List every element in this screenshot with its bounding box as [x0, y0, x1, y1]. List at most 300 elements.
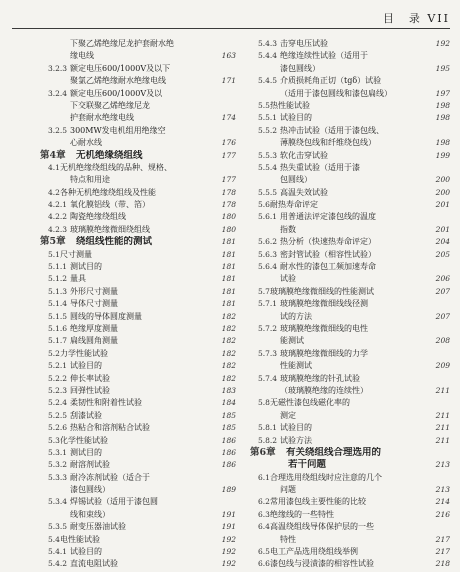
toc-entry-page: 199	[435, 150, 450, 160]
toc-entry-title: 测定	[280, 410, 296, 420]
toc-entry-title: 问题	[280, 485, 296, 495]
toc-entry[interactable]	[40, 360, 236, 372]
toc-entry[interactable]	[40, 298, 236, 310]
toc-entry-page: 182	[221, 311, 236, 321]
toc-entry-number: 5.2.5	[48, 410, 68, 420]
toc-entry-title: 漆包线与浸渍漆的相容性试验	[270, 559, 374, 569]
toc-entry-title: 软化击穿试验	[280, 150, 328, 160]
toc-entry[interactable]	[40, 286, 236, 298]
toc-entry[interactable]	[250, 472, 450, 484]
toc-entry-number: 5.6.3	[258, 249, 278, 259]
toc-entry-title: 热粘合和溶剂粘合试验	[70, 423, 150, 433]
toc-entry-page: 177	[221, 150, 236, 160]
toc-entry-page: 206	[435, 274, 450, 284]
toc-entry-page: 201	[435, 224, 450, 234]
toc-entry-number: 5.7.1	[258, 299, 278, 309]
toc-entry[interactable]	[250, 373, 450, 385]
toc-entry-title: （适用于漆包圆线和漆包扁线）	[280, 88, 392, 98]
toc-entry-page: 185	[221, 410, 236, 420]
toc-entry[interactable]	[250, 63, 450, 75]
toc-entry-number: 5.4.4	[258, 51, 278, 61]
toc-entry-page: 192	[221, 547, 236, 557]
toc-entry-page: 178	[221, 187, 236, 197]
toc-entry-number: 6.5	[258, 547, 270, 557]
toc-entry[interactable]	[250, 323, 450, 335]
toc-entry[interactable]	[250, 558, 450, 570]
toc-entry-number: 4.2.2	[48, 212, 68, 222]
toc-entry-title: 线和束线）	[70, 509, 110, 519]
toc-entry-title: 伸长率试验	[70, 373, 110, 383]
toc-entry[interactable]	[250, 348, 450, 360]
toc-entry-page: 217	[435, 534, 450, 544]
toc-entry-title: 导体尺寸测量	[70, 299, 118, 309]
toc-entry-number: 5.4	[48, 534, 60, 544]
toc-entry-page: 181	[221, 237, 236, 247]
toc-entry-title: 各种无机绝缘绕组线及性能	[60, 187, 156, 197]
toc-left-column	[40, 38, 236, 571]
toc-entry-number: 5.5	[258, 100, 270, 110]
toc-entry-number: 5.5.2	[258, 125, 278, 135]
toc-entry-title: 耐溶剂试验	[70, 460, 110, 470]
toc-entry-title: 漆包圆线）	[70, 485, 110, 495]
toc-entry-page: 191	[221, 522, 236, 532]
toc-entry[interactable]	[250, 435, 450, 447]
toc-entry-page: 182	[221, 323, 236, 333]
toc-entry-number: 5.2.2	[48, 373, 68, 383]
toc-entry-number: 5.1.7	[48, 336, 68, 346]
page-header: 目 录 VII	[382, 12, 450, 25]
toc-entry-page: 207	[435, 286, 450, 296]
toc-entry-title: 试验目的	[70, 547, 102, 557]
toc-entry-title: 试验目的	[280, 113, 312, 123]
toc-entry-title: 玻璃膜绝缘微细绕组线	[70, 224, 150, 234]
toc-entry-title: 绕组线性能的测试	[76, 236, 153, 248]
toc-entry-page: 216	[435, 509, 450, 519]
toc-entry-number: 4.1	[48, 162, 60, 172]
toc-entry[interactable]	[40, 187, 236, 199]
toc-entry[interactable]	[250, 298, 450, 310]
toc-entry-title: 300MW发电机组用绝缘空	[70, 125, 166, 135]
toc-entry[interactable]	[40, 137, 236, 149]
toc-entry[interactable]	[40, 472, 236, 484]
toc-entry-number: 5.2.3	[48, 385, 68, 395]
toc-entry-number: 5.3	[48, 435, 60, 445]
toc-entry-number: 5.4.5	[258, 76, 278, 86]
toc-entry[interactable]	[40, 422, 236, 434]
toc-entry-number: 5.3.1	[48, 447, 68, 457]
toc-entry-number: 第4章	[40, 149, 66, 161]
toc-entry[interactable]	[40, 534, 236, 546]
toc-entry-number: 6.2	[258, 497, 270, 507]
toc-entry-page: 197	[435, 88, 450, 98]
toc-entry-title: 聚氯乙烯绝缘耐水绝缘电线	[70, 76, 166, 86]
toc-entry-page: 186	[221, 447, 236, 457]
toc-entry-title: 若干问题	[288, 459, 327, 471]
toc-entry-title: 热冲击试验（适用于漆包线、	[280, 125, 384, 135]
toc-entry-number: 6.1	[258, 472, 270, 482]
toc-entry-number: 5.1.2	[48, 274, 68, 284]
toc-entry-number: 5.6	[258, 200, 270, 210]
toc-entry[interactable]	[40, 397, 236, 409]
toc-entry-title: 下交联聚乙烯绝缘尼龙	[70, 100, 150, 110]
toc-entry[interactable]	[250, 100, 450, 112]
toc-entry-title: 用普通法评定漆包线的温度	[280, 212, 376, 222]
toc-entry[interactable]	[250, 162, 450, 174]
toc-entry[interactable]	[40, 447, 236, 459]
toc-entry-title: 薄膜绕包线和纤维绕包线）	[280, 138, 376, 148]
toc-entry[interactable]	[40, 311, 236, 323]
toc-right-column	[250, 38, 450, 571]
toc-entry-page: 186	[221, 435, 236, 445]
toc-entry-title: 耐冷冻剂试验（适合于	[70, 472, 150, 482]
toc-entry[interactable]	[250, 335, 450, 347]
toc-entry[interactable]	[250, 125, 450, 137]
toc-entry-page: 213	[435, 460, 450, 470]
toc-entry[interactable]	[40, 50, 236, 62]
toc-entry[interactable]	[40, 348, 236, 360]
toc-entry-title: 电工产品选用绕组线举例	[270, 547, 358, 557]
toc-entry-page: 181	[221, 286, 236, 296]
toc-entry-number: 4.2.1	[48, 200, 68, 210]
toc-entry-title: 常用漆包线主要性能的比较	[270, 497, 366, 507]
toc-entry[interactable]	[250, 311, 450, 323]
toc-entry-title: 测试目的	[70, 447, 102, 457]
toc-entry-number: 5.7.3	[258, 348, 278, 358]
toc-entry-title: 玻璃膜绝缘微细线的电性	[280, 323, 368, 333]
toc-entry-number: 5.6.1	[258, 212, 278, 222]
toc-entry[interactable]	[40, 261, 236, 273]
toc-entry-title: 热性能试验	[270, 100, 310, 110]
toc-entry-title: 高温失效试验	[280, 187, 328, 197]
toc-entry-page: 200	[435, 175, 450, 185]
toc-entry-title: 击穿电压试验	[280, 39, 328, 48]
toc-entry-number: 5.7	[258, 286, 270, 296]
toc-entry[interactable]	[40, 100, 236, 112]
toc-entry-page: 192	[221, 534, 236, 544]
toc-entry[interactable]	[40, 224, 236, 236]
toc-entry-number: 5.1.6	[48, 323, 68, 333]
toc-entry-number: 5.3.5	[48, 522, 68, 532]
toc-entry[interactable]	[40, 112, 236, 124]
toc-entry-title: 性能测试	[280, 361, 312, 371]
toc-entry-title: 力学性能试验	[60, 348, 108, 358]
toc-entry-number: 5.5.1	[258, 113, 278, 123]
toc-entry-title: 特点和用途	[70, 175, 110, 185]
toc-entry-page: 185	[221, 423, 236, 433]
toc-entry-page: 200	[435, 187, 450, 197]
toc-entry[interactable]	[250, 521, 450, 533]
toc-entry-number: 5.7.4	[258, 373, 278, 383]
toc-entry-page: 181	[221, 249, 236, 259]
toc-entry[interactable]	[250, 137, 450, 149]
toc-entry[interactable]	[250, 174, 450, 186]
toc-entry-title: 量具	[70, 274, 86, 284]
toc-entry-page: 211	[435, 435, 450, 445]
toc-entry[interactable]	[250, 75, 450, 87]
toc-entry[interactable]	[40, 373, 236, 385]
toc-entry-page: 182	[221, 348, 236, 358]
toc-entry-title: 试验目的	[280, 423, 312, 433]
toc-entry-page: 171	[221, 76, 236, 86]
toc-entry-number: 4.2	[48, 187, 60, 197]
toc-entry[interactable]	[40, 199, 236, 211]
toc-entry[interactable]	[40, 38, 236, 50]
toc-entry-page: 182	[221, 373, 236, 383]
toc-entry-page: 218	[435, 559, 450, 569]
toc-entry-number: 第6章	[250, 446, 276, 458]
toc-entry[interactable]	[250, 447, 450, 459]
toc-entry[interactable]	[250, 224, 450, 236]
toc-entry[interactable]	[40, 484, 236, 496]
toc-entry-title: 试验	[280, 274, 296, 284]
toc-entry-page: 181	[221, 299, 236, 309]
toc-entry-number: 6.3	[258, 509, 270, 519]
toc-entry-title: 焊锡试验（适用于漆包圆	[70, 497, 158, 507]
toc-entry[interactable]	[250, 88, 450, 100]
toc-entry[interactable]	[40, 174, 236, 186]
toc-entry-page: 176	[221, 138, 236, 148]
toc-entry[interactable]	[250, 273, 450, 285]
toc-entry[interactable]	[250, 496, 450, 508]
toc-entry[interactable]	[250, 509, 450, 521]
toc-entry-page: 186	[221, 460, 236, 470]
toc-entry-number: 5.2.6	[48, 423, 68, 433]
toc-entry[interactable]	[250, 50, 450, 62]
toc-entry-number: 5.2.4	[48, 398, 68, 408]
toc-entry-number: 5.5.4	[258, 162, 278, 172]
toc-entry-page: 177	[221, 175, 236, 185]
toc-entry-title: （玻璃膜绝缘的连续性）	[280, 385, 368, 395]
toc-entry-title: 试的方法	[280, 311, 312, 321]
toc-entry[interactable]	[40, 150, 236, 162]
toc-entry[interactable]	[40, 435, 236, 447]
toc-entry-page: 181	[221, 274, 236, 284]
toc-entry-title: 绝缘线的一些特性	[270, 509, 334, 519]
toc-entry-title: 无磁性漆包线磁化率的	[270, 398, 350, 408]
toc-entry-title: 化学性能试验	[60, 435, 108, 445]
toc-entry-title: 测试目的	[70, 262, 102, 272]
toc-entry-title: 高温绕组线导体保护层的一些	[270, 522, 374, 532]
toc-entry[interactable]	[250, 261, 450, 273]
toc-entry-title: 漆包圆线）	[280, 63, 320, 73]
toc-entry-title: 试验目的	[70, 361, 102, 371]
toc-entry-page: 198	[435, 113, 450, 123]
toc-entry-number: 3.2.4	[48, 88, 68, 98]
toc-entry-number: 5.5.3	[258, 150, 278, 160]
toc-entry-title: 包圆线）	[280, 175, 312, 185]
toc-entry-page: 204	[435, 237, 450, 247]
toc-entry-number: 第5章	[40, 236, 66, 248]
toc-entry[interactable]	[40, 236, 236, 248]
toc-entry-number: 5.7.2	[258, 323, 278, 333]
toc-entry-number: 3.2.5	[48, 125, 68, 135]
toc-entry[interactable]	[250, 459, 450, 471]
toc-entry-title: 能测试	[280, 336, 304, 346]
toc-entry[interactable]	[40, 558, 236, 570]
toc-entry[interactable]	[250, 484, 450, 496]
toc-entry[interactable]	[250, 249, 450, 261]
toc-entry[interactable]	[40, 273, 236, 285]
toc-entry-page: 181	[221, 262, 236, 272]
toc-entry-title: 直流电阻试验	[70, 559, 118, 569]
toc-entry-number: 5.4.1	[48, 547, 68, 557]
toc-entry-number: 5.1.4	[48, 299, 68, 309]
toc-entry-number: 5.1	[48, 249, 60, 259]
toc-entry-number: 5.6.2	[258, 237, 278, 247]
toc-entry-title: 圆线的导体圆度测量	[70, 311, 142, 321]
toc-entry-title: 密封管试验（相容性试验）	[280, 249, 376, 259]
toc-entry-title: 心耐水线	[70, 138, 102, 148]
toc-entry[interactable]	[40, 496, 236, 508]
toc-entry-number: 5.3.2	[48, 460, 68, 470]
toc-entry-page: 163	[221, 51, 236, 61]
toc-entry-title: 刮漆试验	[70, 410, 102, 420]
toc-entry[interactable]	[40, 125, 236, 137]
toc-entry-number: 5.1.1	[48, 262, 68, 272]
toc-entry-number: 5.4.3	[258, 39, 278, 48]
toc-entry[interactable]	[40, 335, 236, 347]
toc-entry-page: 182	[221, 336, 236, 346]
toc-entry-title: 特性	[280, 534, 296, 544]
toc-entry[interactable]	[250, 38, 450, 50]
toc-entry-page: 180	[221, 212, 236, 222]
toc-entry[interactable]	[250, 211, 450, 223]
toc-entry[interactable]	[250, 534, 450, 546]
toc-entry-number: 5.3.3	[48, 472, 68, 482]
toc-entry-number: 5.4.2	[48, 559, 68, 569]
toc-entry-number: 5.6.4	[258, 262, 278, 272]
toc-entry-number: 3.2.3	[48, 63, 68, 73]
toc-entry[interactable]	[250, 286, 450, 298]
toc-entry-number: 5.8.2	[258, 435, 278, 445]
toc-entry-title: 热分析（快速热寿命评定）	[280, 237, 376, 247]
toc-entry-page: 211	[435, 385, 450, 395]
toc-entry-page: 201	[435, 200, 450, 210]
toc-entry[interactable]	[40, 249, 236, 261]
toc-entry-title: 玻璃膜绝缘微细线的力学	[280, 348, 368, 358]
toc-entry-page: 207	[435, 311, 450, 321]
toc-entry-page: 214	[435, 497, 450, 507]
toc-entry-page: 180	[221, 224, 236, 234]
toc-entry-title: 氧化膜铝线（带、箔）	[70, 200, 150, 210]
toc-entry[interactable]	[40, 211, 236, 223]
toc-entry-page: 192	[221, 559, 236, 569]
toc-entry-title: 热失重试验（适用于漆	[280, 162, 360, 172]
toc-entry-title: 指数	[280, 224, 296, 234]
toc-entry-page: 184	[221, 398, 236, 408]
toc-entry[interactable]	[40, 509, 236, 521]
toc-entry-number: 5.8.1	[258, 423, 278, 433]
toc-entry-page: 198	[435, 138, 450, 148]
toc-entry-title: 下聚乙烯绝缘尼龙护套耐水绝	[70, 39, 174, 48]
toc-entry-number: 6.4	[258, 522, 270, 532]
toc-entry[interactable]	[250, 187, 450, 199]
toc-entry-title: 回弹性试验	[70, 385, 110, 395]
toc-entry-title: 无机绝缘绕组线	[76, 149, 143, 161]
toc-entry-title: 绝缘连续性试验（适用于	[280, 51, 368, 61]
toc-entry-title: 扁线圆角测量	[70, 336, 118, 346]
toc-entry-title: 玻璃膜绝缘微细线线径测	[280, 299, 368, 309]
toc-entry[interactable]	[40, 521, 236, 533]
toc-entry-number: 5.1.3	[48, 286, 68, 296]
toc-entry-title: 缘电线	[70, 51, 94, 61]
toc-entry[interactable]	[250, 199, 450, 211]
toc-entry-page: 211	[435, 410, 450, 420]
toc-entry-page: 209	[435, 361, 450, 371]
toc-entry[interactable]	[40, 162, 236, 174]
toc-entry-page: 182	[221, 361, 236, 371]
toc-entry-page: 192	[435, 39, 450, 48]
toc-entry-page: 198	[435, 100, 450, 110]
toc-entry-page: 178	[221, 200, 236, 210]
toc-entry[interactable]	[250, 236, 450, 248]
toc-entry[interactable]	[250, 546, 450, 558]
toc-entry-number: 5.1.5	[48, 311, 68, 321]
toc-entry-title: 耐变压器油试验	[70, 522, 126, 532]
toc-entry-title: 合理选用绕组线时应注意的几个	[270, 472, 382, 482]
toc-entry-title: 外形尺寸测量	[70, 286, 118, 296]
toc-entry[interactable]	[40, 546, 236, 558]
toc-entry[interactable]	[250, 422, 450, 434]
toc-entry[interactable]	[250, 410, 450, 422]
toc-entry-number: 5.5.5	[258, 187, 278, 197]
toc-entry-page: 217	[435, 547, 450, 557]
toc-entry-number: 5.2	[48, 348, 60, 358]
header-rule	[12, 28, 450, 29]
toc-entry-page: 189	[221, 485, 236, 495]
toc-entry[interactable]	[250, 397, 450, 409]
toc-entry-page: 213	[435, 485, 450, 495]
toc-entry[interactable]	[250, 360, 450, 372]
toc-entry-page: 195	[435, 63, 450, 73]
toc-entry-title: 有关绕组线合理选用的	[286, 446, 382, 458]
toc-entry-number: 5.2.1	[48, 361, 68, 371]
toc-entry-title: 绝缘厚度测量	[70, 323, 118, 333]
toc-entry[interactable]	[250, 112, 450, 124]
toc-entry[interactable]	[40, 459, 236, 471]
toc-entry-title: 电性能试验	[60, 534, 100, 544]
toc-entry[interactable]	[40, 410, 236, 422]
toc-entry-title: 玻璃膜绝缘的针孔试验	[280, 373, 360, 383]
toc-entry-number: 5.3.4	[48, 497, 68, 507]
toc-entry[interactable]	[40, 63, 236, 75]
toc-entry-title: 玻璃膜绝缘微细线的性能测试	[270, 286, 374, 296]
toc-entry-title: 尺寸测量	[60, 249, 92, 259]
toc-entry-page: 211	[435, 423, 450, 433]
toc-entry-number: 6.6	[258, 559, 270, 569]
toc-entry[interactable]	[40, 385, 236, 397]
toc-entry-title: 柔韧性和附着性试验	[70, 398, 142, 408]
toc-entry-page: 174	[221, 113, 236, 123]
toc-entry-number: 5.8	[258, 398, 270, 408]
toc-entry-page: 183	[221, 385, 236, 395]
toc-entry-title: 额定电压600/1000V及以下	[70, 63, 171, 73]
toc-entry[interactable]	[40, 323, 236, 335]
toc-entry[interactable]	[250, 150, 450, 162]
toc-entry-number: 4.2.3	[48, 224, 68, 234]
toc-entry-page: 205	[435, 249, 450, 259]
toc-entry-title: 试验方法	[280, 435, 312, 445]
toc-entry-title: 耐水性的漆包工频加速寿命	[280, 262, 376, 272]
toc-entry-title: 介质损耗角正切（tgδ）试验	[280, 76, 382, 86]
toc-entry[interactable]	[40, 75, 236, 87]
toc-entry-page: 191	[221, 509, 236, 519]
toc-entry-title: 陶瓷绝缘绕组线	[70, 212, 126, 222]
toc-entry[interactable]	[250, 385, 450, 397]
toc-entry[interactable]	[40, 88, 236, 100]
toc-entry-title: 额定电压600/1000V及以	[70, 88, 163, 98]
toc-entry-page: 208	[435, 336, 450, 346]
